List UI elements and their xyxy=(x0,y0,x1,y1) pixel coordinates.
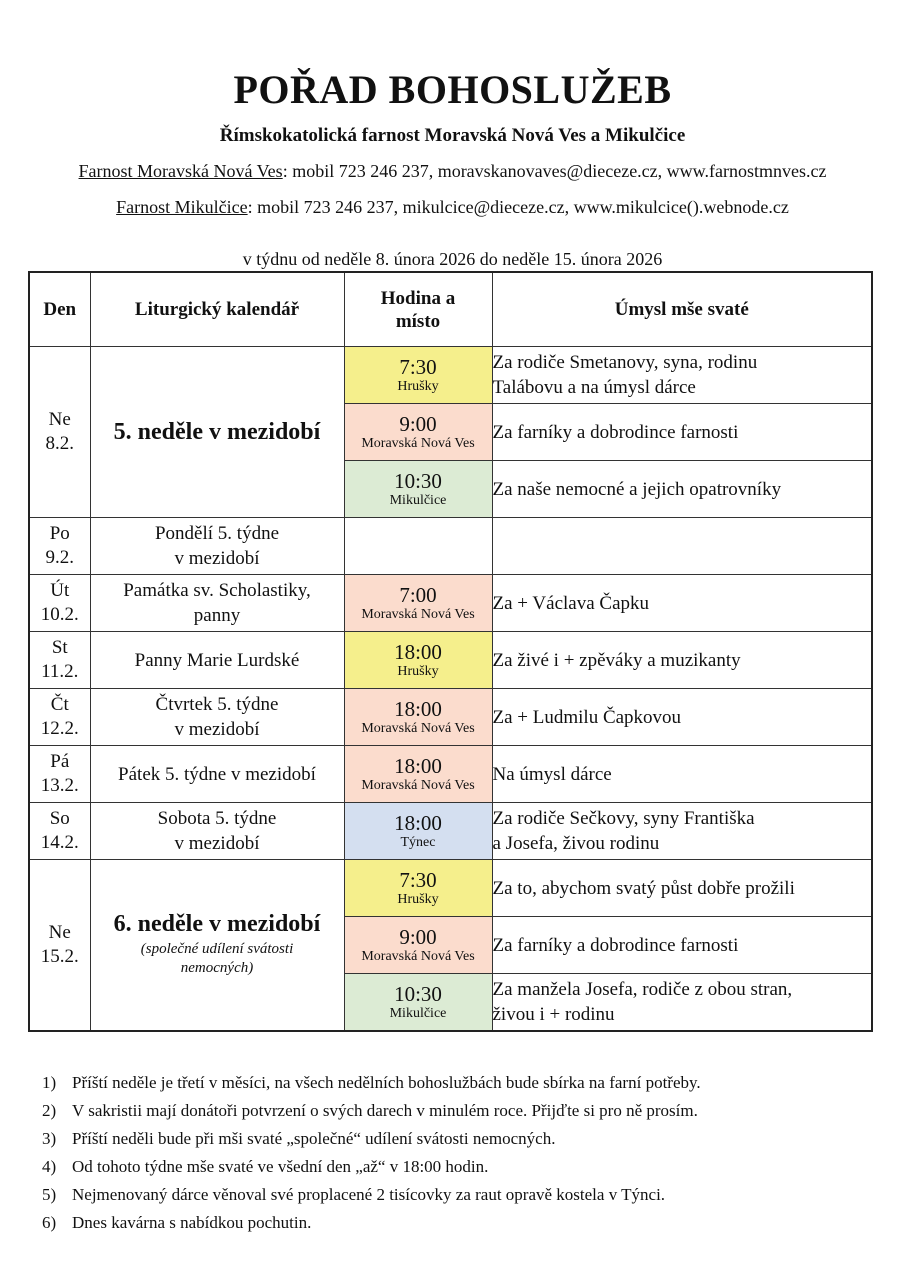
calendar-cell xyxy=(90,689,344,746)
day-name: So xyxy=(49,808,70,829)
header-calendar: Liturgický kalendář xyxy=(90,272,344,347)
list-item-number: 6) xyxy=(42,1213,57,1232)
calendar-cell xyxy=(90,803,344,860)
day-cell xyxy=(29,689,90,746)
table-row xyxy=(29,518,872,575)
time-cell xyxy=(344,974,492,1032)
intent-line: Za rodiče Sečkovy, syny Františka xyxy=(492,808,755,829)
intent-cell xyxy=(492,917,872,974)
intent-line: Za živé i + zpěváky a muzikanty xyxy=(492,649,741,671)
intent-cell xyxy=(492,632,872,689)
intent-line: Za + Václava Čapku xyxy=(492,592,649,614)
contact-text-mnv: : mobil 723 246 237, moravskanovaves@dieceze.cz, www.farnostmnves.cz xyxy=(282,161,827,181)
mass-place: Moravská Nová Ves xyxy=(361,721,475,736)
mass-place: Hrušky xyxy=(397,379,439,394)
mass-place: Týnec xyxy=(400,835,436,850)
header-day: Den xyxy=(29,272,90,347)
calendar-note-line: nemocných) xyxy=(180,960,254,976)
day-name: Čt xyxy=(50,694,69,715)
calendar-note-line: (společné udílení svátosti xyxy=(140,941,294,957)
mass-place: Mikulčice xyxy=(389,1006,447,1021)
day-name: Po xyxy=(49,523,70,544)
mass-time: 10:30 xyxy=(394,982,442,1006)
time-cell xyxy=(344,575,492,632)
table-row xyxy=(29,575,872,632)
time-cell xyxy=(344,404,492,461)
day-cell xyxy=(29,347,90,518)
day-date: 14.2. xyxy=(40,832,79,853)
intent-line: a Josefa, živou rodinu xyxy=(492,833,660,854)
intent-cell xyxy=(492,746,872,803)
contact-line-mikulcice xyxy=(0,197,905,218)
calendar-note xyxy=(91,940,344,978)
intent-line: Za manžela Josefa, rodiče z obou stran, xyxy=(492,979,793,1000)
calendar-line: panny xyxy=(193,605,241,626)
day-name: Pá xyxy=(50,751,70,772)
calendar-line: Čtvrtek 5. týdne xyxy=(155,694,279,715)
intent-cell xyxy=(492,404,872,461)
list-item xyxy=(42,1069,701,1097)
announcements-list xyxy=(42,1069,701,1237)
calendar-line: Panny Marie Lurdské xyxy=(134,649,300,671)
intent-line: Za rodiče Smetanovy, syna, rodinu xyxy=(492,352,758,373)
time-cell xyxy=(344,803,492,860)
table-row xyxy=(29,803,872,860)
list-item-number: 2) xyxy=(42,1101,57,1120)
intent-cell xyxy=(492,974,872,1032)
calendar-title: 6. neděle v mezidobí xyxy=(113,911,321,937)
calendar-line: Sobota 5. týdne xyxy=(157,808,277,829)
list-item-text: Nejmenovaný dárce věnoval své proplacené 2 tisícovky za raut opravě kostela v Týnci. xyxy=(72,1185,666,1204)
schedule-table xyxy=(28,271,873,1032)
day-date: 11.2. xyxy=(41,661,79,682)
day-cell xyxy=(29,518,90,575)
list-item-number: 4) xyxy=(42,1157,57,1176)
time-cell xyxy=(344,632,492,689)
list-item xyxy=(42,1181,701,1209)
parish-subtitle: Římskokatolická farnost Moravská Nová Ves a Mikulčice xyxy=(219,125,686,146)
time-cell xyxy=(344,518,492,575)
day-cell xyxy=(29,803,90,860)
calendar-cell xyxy=(90,632,344,689)
header-time-place xyxy=(344,272,492,347)
intent-line: Za to, abychom svatý půst dobře prožili xyxy=(492,877,795,899)
table-row xyxy=(29,860,872,917)
table-row xyxy=(29,746,872,803)
mass-time: 18:00 xyxy=(394,640,442,664)
mass-time: 18:00 xyxy=(394,811,442,835)
day-date: 12.2. xyxy=(40,718,79,739)
day-date: 9.2. xyxy=(45,547,74,568)
table-row xyxy=(29,347,872,404)
list-item-number: 3) xyxy=(42,1129,57,1148)
list-item-text: Od tohoto týdne mše svaté ve všední den „až“ v 18:00 hodin. xyxy=(72,1157,489,1176)
day-name: Út xyxy=(50,580,70,601)
header-row xyxy=(29,272,872,347)
mass-time: 9:00 xyxy=(399,925,437,949)
calendar-cell xyxy=(90,860,344,1032)
day-cell xyxy=(29,632,90,689)
table-row xyxy=(29,689,872,746)
time-cell xyxy=(344,860,492,917)
calendar-line: Památka sv. Scholastiky, xyxy=(123,580,311,601)
list-item-text: Příští neděli bude při mši svaté „společné“ udílení svátosti nemocných. xyxy=(72,1129,556,1148)
mass-place: Moravská Nová Ves xyxy=(361,778,475,793)
list-item xyxy=(42,1097,701,1125)
mass-time: 10:30 xyxy=(394,469,442,493)
mass-time: 18:00 xyxy=(394,754,442,778)
list-item xyxy=(42,1209,701,1237)
mass-place: Mikulčice xyxy=(389,493,447,508)
mass-time: 18:00 xyxy=(394,697,442,721)
table-row xyxy=(29,632,872,689)
list-item-number: 1) xyxy=(42,1073,57,1092)
calendar-cell xyxy=(90,347,344,518)
mass-place: Hrušky xyxy=(397,892,439,907)
calendar-cell xyxy=(90,746,344,803)
time-cell xyxy=(344,347,492,404)
day-date: 15.2. xyxy=(40,946,79,967)
calendar-line: Pondělí 5. týdne xyxy=(154,523,280,544)
intent-cell xyxy=(492,860,872,917)
calendar-cell xyxy=(90,518,344,575)
mass-place: Moravská Nová Ves xyxy=(361,607,475,622)
intent-cell xyxy=(492,689,872,746)
mass-place: Moravská Nová Ves xyxy=(361,436,475,451)
list-item xyxy=(42,1153,701,1181)
list-item xyxy=(42,1125,701,1153)
intent-cell xyxy=(492,347,872,404)
intent-line: živou i + rodinu xyxy=(492,1004,615,1025)
day-cell xyxy=(29,746,90,803)
day-cell xyxy=(29,575,90,632)
contact-text-mikulcice: : mobil 723 246 237, mikulcice@dieceze.cz, www.mikulcice().webnode.cz xyxy=(247,197,789,217)
intent-line: Za naše nemocné a jejich opatrovníky xyxy=(492,478,782,500)
calendar-line: v mezidobí xyxy=(174,548,260,569)
list-item-text: Příští neděle je třetí v měsíci, na všech nedělních bohoslužbách bude sbírka na farní potřeby. xyxy=(72,1073,701,1092)
calendar-title: 5. neděle v mezidobí xyxy=(113,418,321,445)
header-intent: Úmysl mše svaté xyxy=(492,272,872,347)
intent-cell xyxy=(492,803,872,860)
calendar-line: v mezidobí xyxy=(174,719,260,740)
day-date: 10.2. xyxy=(40,604,79,625)
calendar-line: Pátek 5. týdne v mezidobí xyxy=(118,763,316,785)
week-range: v týdnu od neděle 8. února 2026 do neděle 15. února 2026 xyxy=(242,249,663,269)
day-name: Ne xyxy=(48,922,71,943)
header-time-line1: Hodina a xyxy=(380,287,456,309)
intent-line: Na úmysl dárce xyxy=(492,763,612,785)
mass-time: 9:00 xyxy=(399,412,437,436)
time-cell xyxy=(344,917,492,974)
list-item-number: 5) xyxy=(42,1185,57,1204)
intent-line: Za farníky a dobrodince farnosti xyxy=(492,421,739,443)
day-date: 13.2. xyxy=(40,775,79,796)
time-cell xyxy=(344,689,492,746)
day-name: St xyxy=(51,637,68,658)
list-item-text: Dnes kavárna s nabídkou pochutin. xyxy=(72,1213,312,1232)
day-date: 8.2. xyxy=(45,433,74,454)
contact-label-mnv: Farnost Moravská Nová Ves xyxy=(78,161,283,181)
day-cell xyxy=(29,860,90,1032)
intent-cell xyxy=(492,518,872,575)
contact-label-mikulcice: Farnost Mikulčice xyxy=(116,197,248,217)
mass-time: 7:30 xyxy=(399,868,437,892)
mass-time: 7:00 xyxy=(399,583,437,607)
header-time-line2: místo xyxy=(395,310,441,332)
intent-cell xyxy=(492,461,872,518)
mass-place: Hrušky xyxy=(397,664,439,679)
mass-time: 7:30 xyxy=(399,355,437,379)
intent-line: Za + Ludmilu Čapkovou xyxy=(492,706,682,728)
calendar-line: v mezidobí xyxy=(174,833,260,854)
intent-cell xyxy=(492,575,872,632)
intent-line: Talábovu a na úmysl dárce xyxy=(492,377,696,398)
contact-line-mnv xyxy=(0,161,905,182)
intent-line: Za farníky a dobrodince farnosti xyxy=(492,934,739,956)
mass-place: Moravská Nová Ves xyxy=(361,949,475,964)
time-cell xyxy=(344,461,492,518)
day-name: Ne xyxy=(48,409,71,430)
time-cell xyxy=(344,746,492,803)
page-title: POŘAD BOHOSLUŽEB xyxy=(233,67,672,112)
list-item-text: V sakristii mají donátoři potvrzení o svých darech v minulém roce. Přijďte si pro ně prosím. xyxy=(72,1101,698,1120)
calendar-cell xyxy=(90,575,344,632)
